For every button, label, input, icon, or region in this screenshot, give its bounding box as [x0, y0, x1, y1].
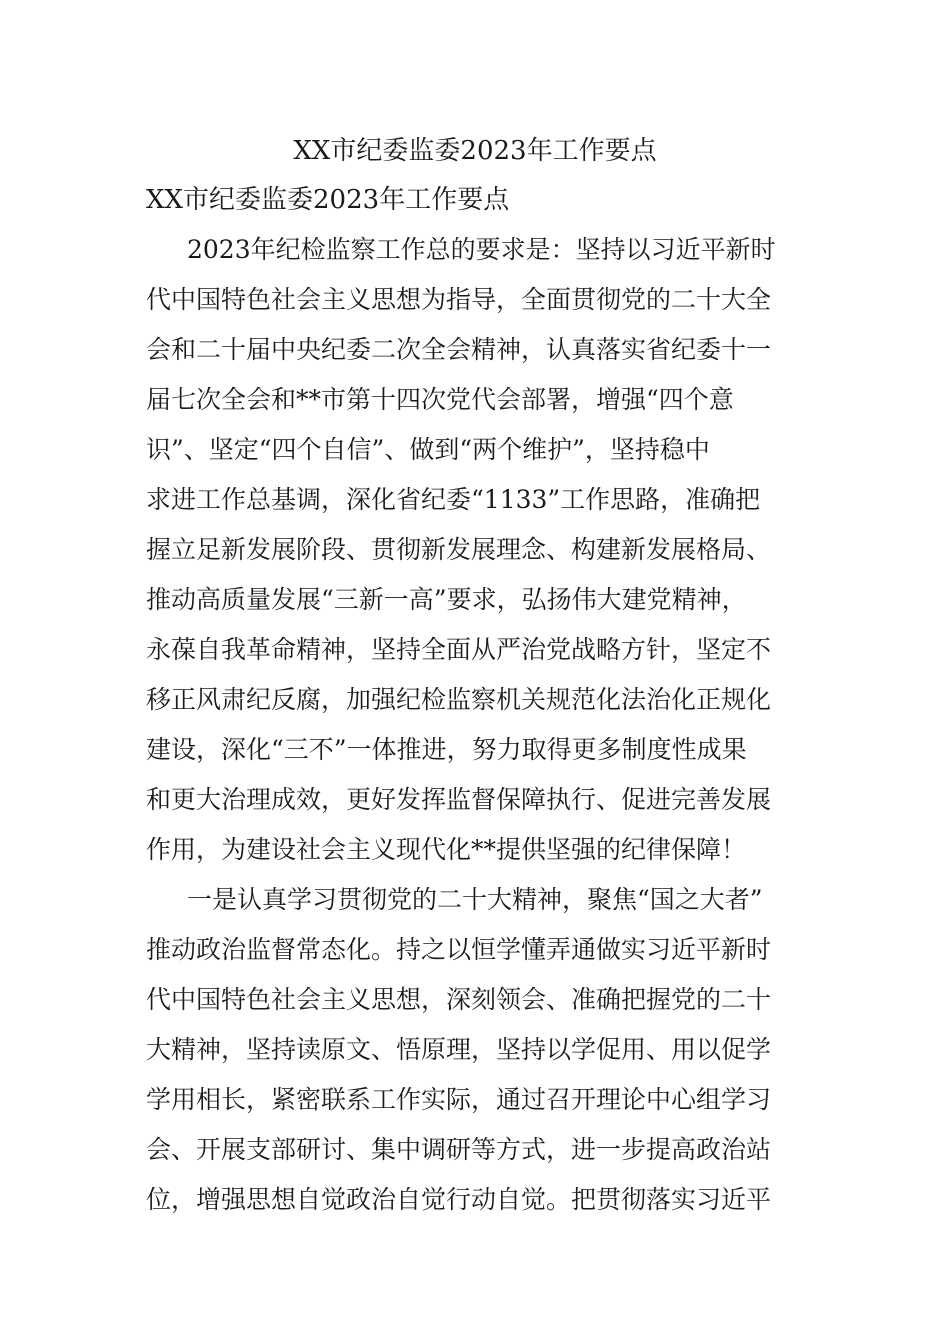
- paragraph-line: 代中国特色社会主义思想，深刻领会、准确把握党的二十: [146, 985, 772, 1014]
- paragraph-line: 移正风肃纪反腐，加强纪检监察机关规范化法治化正规化: [146, 685, 772, 714]
- paragraph-line: 2023年纪检监察工作总的要求是：坚持以习近平新时: [187, 235, 776, 264]
- paragraph-line: 推动政治监督常态化。持之以恒学懂弄通做实习近平新时: [146, 935, 772, 964]
- paragraph-line: 作用，为建设社会主义现代化**提供坚强的纪律保障！: [146, 835, 747, 864]
- paragraph-line: 求进工作总基调，深化省纪委“1133”工作思路，准确把: [146, 485, 761, 514]
- paragraph-line: 识”、坚定“四个自信”、做到“两个维护”，坚持稳中: [146, 435, 710, 464]
- paragraph-line: 代中国特色社会主义思想为指导，全面贯彻党的二十大全: [146, 285, 772, 314]
- paragraph-line: 建设，深化“三不”一体推进，努力取得更多制度性成果: [146, 735, 747, 764]
- paragraph-line: 会和二十届中央纪委二次全会精神，认真落实省纪委十一: [146, 335, 772, 364]
- paragraph-line: 会、开展支部研讨、集中调研等方式，进一步提高政治站: [146, 1135, 772, 1164]
- paragraph-line: 握立足新发展阶段、贯彻新发展理念、构建新发展格局、: [146, 535, 772, 564]
- paragraph-line: 大精神，坚持读原文、悟原理，坚持以学促用、用以促学: [146, 1035, 772, 1064]
- paragraph-line: 一是认真学习贯彻党的二十大精神，聚焦“国之大者”: [187, 885, 763, 914]
- paragraph-line: 学用相长，紧密联系工作实际，通过召开理论中心组学习: [146, 1085, 772, 1114]
- document-subtitle: XX市纪委监委2023年工作要点: [146, 185, 510, 215]
- paragraph-line: 位，增强思想自觉政治自觉行动自觉。把贯彻落实习近平: [146, 1185, 772, 1214]
- paragraph-line: 推动高质量发展“三新一高”要求，弘扬伟大建党精神，: [146, 585, 747, 614]
- paragraph-line: 永葆自我革命精神，坚持全面从严治党战略方针，坚定不: [146, 635, 772, 664]
- paragraph-line: 届七次全会和**市第十四次党代会部署，增强“四个意: [146, 385, 734, 414]
- document-title: XX市纪委监委2023年工作要点: [293, 136, 657, 166]
- paragraph-line: 和更大治理成效，更好发挥监督保障执行、促进完善发展: [146, 785, 772, 814]
